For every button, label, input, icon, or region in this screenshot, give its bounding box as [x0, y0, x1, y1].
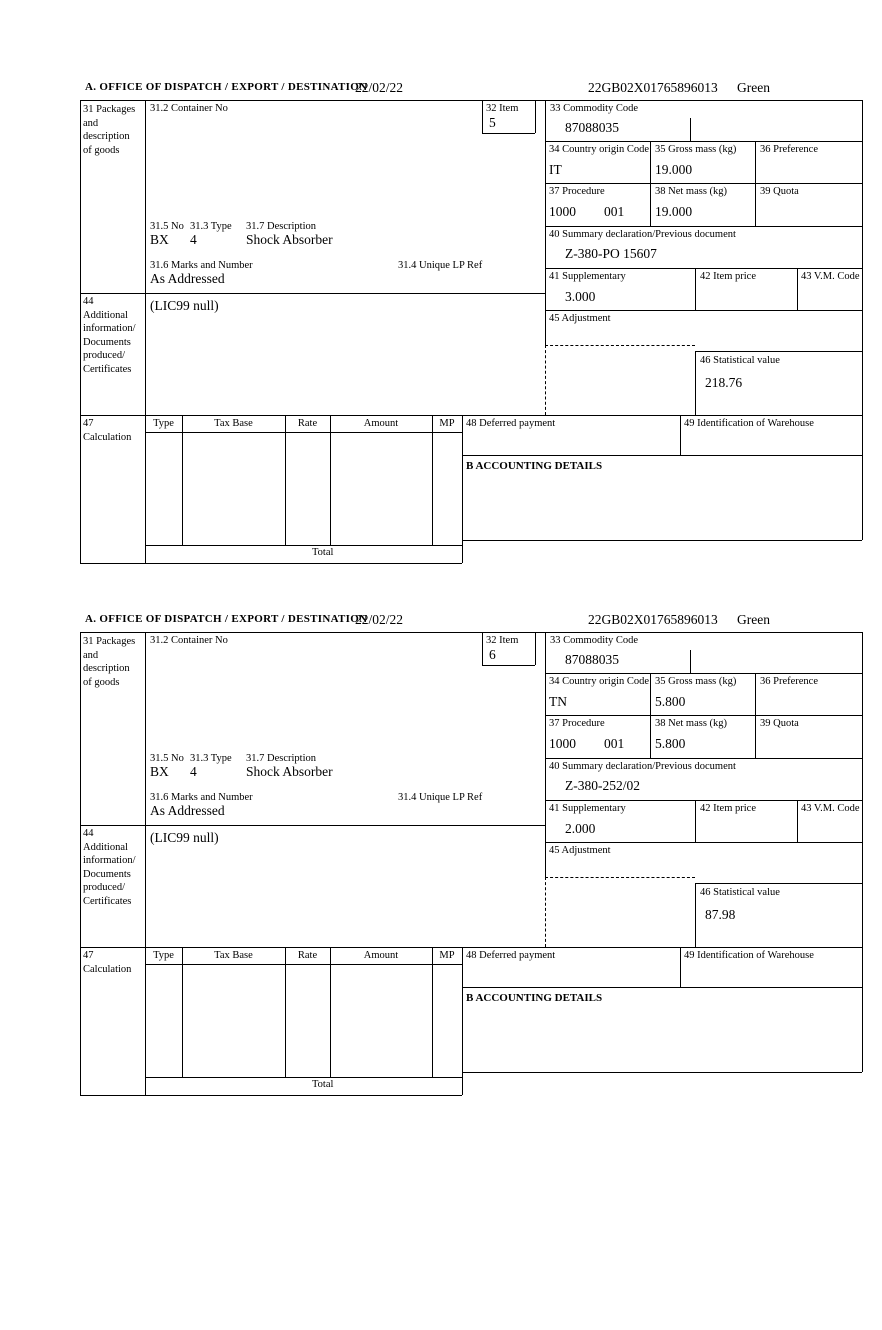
marks-and-number-label: 31.6 Marks and Number [150, 792, 253, 803]
grid-line [545, 310, 862, 311]
box47-calculation-label: 47 Calculation [83, 950, 132, 975]
grid-line [482, 665, 535, 666]
item-number-label: 32 Item [486, 103, 519, 114]
grid-line [80, 293, 545, 294]
grid-line [545, 842, 862, 843]
box44-additional-info-label: 44 Additional information/ Documents produced/ Certificates [83, 828, 136, 907]
box47-calculation-label: 47 Calculation [83, 418, 132, 443]
grid-line [545, 100, 546, 345]
declaration-item-section [0, 612, 882, 1144]
grid-line [535, 632, 536, 665]
grid-line [182, 947, 183, 1077]
country-origin-value: TN [549, 694, 567, 709]
grid-line [535, 100, 536, 133]
grid-line [482, 632, 483, 665]
deferred-payment-label: 48 Deferred payment [466, 950, 556, 961]
item-price-label: 42 Item price [700, 271, 756, 282]
grid-line [462, 540, 862, 541]
item-number-value: 6 [489, 647, 496, 662]
net-mass-value: 5.800 [655, 736, 686, 751]
statistical-value-label: 46 Statistical value [700, 887, 780, 898]
table-total-label: Total [312, 1079, 334, 1090]
grid-line [650, 141, 651, 226]
package-no-label: 31.5 No [150, 221, 184, 232]
adjustment-label: 45 Adjustment [549, 845, 611, 856]
grid-line [862, 100, 863, 540]
grid-line [862, 632, 863, 1072]
goods-description-label: 31.7 Description [246, 221, 316, 232]
grid-line [145, 1077, 462, 1078]
grid-line [755, 141, 756, 226]
table-header-amount: Amount [363, 950, 399, 961]
item-number-label: 32 Item [486, 635, 519, 646]
commodity-code-tick-mark [690, 118, 691, 141]
statistical-value-value: 87.98 [705, 907, 736, 922]
table-header-rate: Rate [297, 950, 318, 961]
grid-line [80, 632, 81, 1095]
preference-label: 36 Preference [760, 676, 819, 687]
grid-line [797, 800, 798, 842]
grid-line [695, 800, 696, 842]
procedure-label: 37 Procedure [549, 718, 605, 729]
grid-line [650, 673, 651, 758]
table-header-tax-base: Tax Base [214, 950, 253, 961]
dashed-divider [545, 345, 546, 415]
table-header-mp: MP [439, 950, 455, 961]
net-mass-label: 38 Net mass (kg) [655, 186, 728, 197]
table-header-tax-base: Tax Base [214, 418, 253, 429]
grid-line [462, 947, 463, 1095]
table-header-type: Type [153, 418, 174, 429]
supplementary-value: 3.000 [565, 289, 596, 304]
grid-line [145, 545, 462, 546]
goods-description-label: 31.7 Description [246, 753, 316, 764]
grid-line [80, 563, 462, 564]
grid-line [145, 964, 462, 965]
grid-line [462, 987, 862, 988]
grid-line [145, 632, 146, 1095]
adjustment-label: 45 Adjustment [549, 313, 611, 324]
statistical-value-label: 46 Statistical value [700, 355, 780, 366]
gross-mass-label: 35 Gross mass (kg) [655, 676, 737, 687]
commodity-code-label: 33 Commodity Code [550, 103, 639, 114]
grid-line [545, 141, 862, 142]
grid-line [462, 415, 463, 563]
grid-line [797, 268, 798, 310]
supplementary-label: 41 Supplementary [549, 271, 626, 282]
item-number-value: 5 [489, 115, 496, 130]
dashed-divider [545, 345, 695, 346]
grid-line [285, 947, 286, 1077]
grid-line [695, 351, 862, 352]
warehouse-id-label: 49 Identification of Warehouse [684, 950, 814, 961]
grid-line [80, 100, 862, 101]
grid-line [80, 825, 545, 826]
grid-line [462, 1072, 862, 1073]
package-count-value: 4 [190, 764, 197, 779]
net-mass-label: 38 Net mass (kg) [655, 718, 728, 729]
table-total-label: Total [312, 547, 334, 558]
office-of-dispatch-header: A. OFFICE OF DISPATCH / EXPORT / DESTINATION [85, 81, 368, 93]
grid-line [80, 632, 862, 633]
grid-line [680, 415, 681, 455]
grid-line [545, 632, 546, 877]
grid-line [462, 455, 862, 456]
vm-code-label: 43 V.M. Code [801, 803, 860, 814]
dispatch-date-value: 22/02/22 [355, 80, 404, 95]
declaration-item-section [0, 80, 882, 612]
grid-line [695, 351, 696, 415]
box31-packages-label: 31 Packages and description of goods [83, 104, 136, 156]
procedure-value [549, 204, 624, 219]
country-origin-label: 34 Country origin Code [549, 144, 650, 155]
vm-code-label: 43 V.M. Code [801, 271, 860, 282]
statistical-value-value: 218.76 [705, 375, 743, 390]
grid-line [755, 673, 756, 758]
dashed-divider [545, 877, 695, 878]
marks-and-number-label: 31.6 Marks and Number [150, 260, 253, 271]
customs-declaration-continuation-sheet [0, 80, 882, 1330]
grid-line [80, 947, 862, 948]
grid-line [545, 758, 862, 759]
quota-label: 39 Quota [760, 186, 799, 197]
dashed-divider [545, 877, 546, 947]
commodity-code-tick-mark [690, 650, 691, 673]
unique-lp-ref-label: 31.4 Unique LP Ref [398, 792, 483, 803]
grid-line [330, 415, 331, 545]
package-count-value: 4 [190, 232, 197, 247]
deferred-payment-label: 48 Deferred payment [466, 418, 556, 429]
procedure-code-1: 1000 [549, 204, 576, 219]
grid-line [432, 947, 433, 1077]
grid-line [482, 133, 535, 134]
procedure-code-2: 001 [604, 204, 625, 219]
procedure-label: 37 Procedure [549, 186, 605, 197]
warehouse-id-label: 49 Identification of Warehouse [684, 418, 814, 429]
grid-line [695, 883, 862, 884]
grid-line [545, 715, 862, 716]
previous-document-value: Z-380-252/02 [565, 778, 640, 793]
grid-line [680, 947, 681, 987]
supplementary-value: 2.000 [565, 821, 596, 836]
table-header-amount: Amount [363, 418, 399, 429]
summary-declaration-label: 40 Summary declaration/Previous document [549, 229, 736, 240]
grid-line [285, 415, 286, 545]
grid-line [545, 673, 862, 674]
marks-value: As Addressed [150, 803, 225, 818]
dispatch-date-value: 22/02/22 [355, 612, 404, 627]
country-origin-value: IT [549, 162, 562, 177]
package-no-label: 31.5 No [150, 753, 184, 764]
grid-line [80, 1095, 462, 1096]
gross-mass-label: 35 Gross mass (kg) [655, 144, 737, 155]
package-type-label: 31.3 Type [190, 221, 232, 232]
grid-line [80, 415, 862, 416]
grid-line [432, 415, 433, 545]
supplementary-label: 41 Supplementary [549, 803, 626, 814]
grid-line [482, 100, 483, 133]
goods-description-value: Shock Absorber [246, 764, 333, 779]
procedure-code-1: 1000 [549, 736, 576, 751]
grid-line [545, 800, 862, 801]
grid-line [545, 226, 862, 227]
grid-line [80, 100, 81, 563]
country-origin-label: 34 Country origin Code [549, 676, 650, 687]
unique-lp-ref-label: 31.4 Unique LP Ref [398, 260, 483, 271]
table-header-rate: Rate [297, 418, 318, 429]
net-mass-value: 19.000 [655, 204, 693, 219]
container-no-label: 31.2 Container No [150, 103, 228, 114]
grid-line [545, 268, 862, 269]
goods-description-value: Shock Absorber [246, 232, 333, 247]
commodity-code-label: 33 Commodity Code [550, 635, 639, 646]
grid-line [695, 268, 696, 310]
office-of-dispatch-header: A. OFFICE OF DISPATCH / EXPORT / DESTINATION [85, 613, 368, 625]
commodity-code-value: 87088035 [565, 120, 619, 135]
accounting-details-label: B ACCOUNTING DETAILS [466, 992, 603, 1004]
table-header-type: Type [153, 950, 174, 961]
grid-line [145, 100, 146, 563]
routing-status-value: Green [737, 80, 770, 95]
marks-value: As Addressed [150, 271, 225, 286]
summary-declaration-label: 40 Summary declaration/Previous document [549, 761, 736, 772]
package-kind-value: BX [150, 764, 169, 779]
routing-status-value: Green [737, 612, 770, 627]
grid-line [545, 183, 862, 184]
grid-line [145, 432, 462, 433]
gross-mass-value: 5.800 [655, 694, 686, 709]
procedure-value [549, 736, 624, 751]
accounting-details-label: B ACCOUNTING DETAILS [466, 460, 603, 472]
box44-additional-info-label: 44 Additional information/ Documents produced/ Certificates [83, 296, 136, 375]
container-no-label: 31.2 Container No [150, 635, 228, 646]
previous-document-value: Z-380-PO 15607 [565, 246, 657, 261]
quota-label: 39 Quota [760, 718, 799, 729]
additional-info-value: (LIC99 null) [150, 298, 219, 313]
additional-info-value: (LIC99 null) [150, 830, 219, 845]
package-kind-value: BX [150, 232, 169, 247]
item-price-label: 42 Item price [700, 803, 756, 814]
grid-line [695, 883, 696, 947]
procedure-code-2: 001 [604, 736, 625, 751]
grid-line [182, 415, 183, 545]
commodity-code-value: 87088035 [565, 652, 619, 667]
box31-packages-label: 31 Packages and description of goods [83, 636, 136, 688]
gross-mass-value: 19.000 [655, 162, 693, 177]
grid-line [330, 947, 331, 1077]
table-header-mp: MP [439, 418, 455, 429]
preference-label: 36 Preference [760, 144, 819, 155]
package-type-label: 31.3 Type [190, 753, 232, 764]
declaration-reference-value: 22GB02X01765896013 [588, 80, 718, 95]
declaration-reference-value: 22GB02X01765896013 [588, 612, 718, 627]
